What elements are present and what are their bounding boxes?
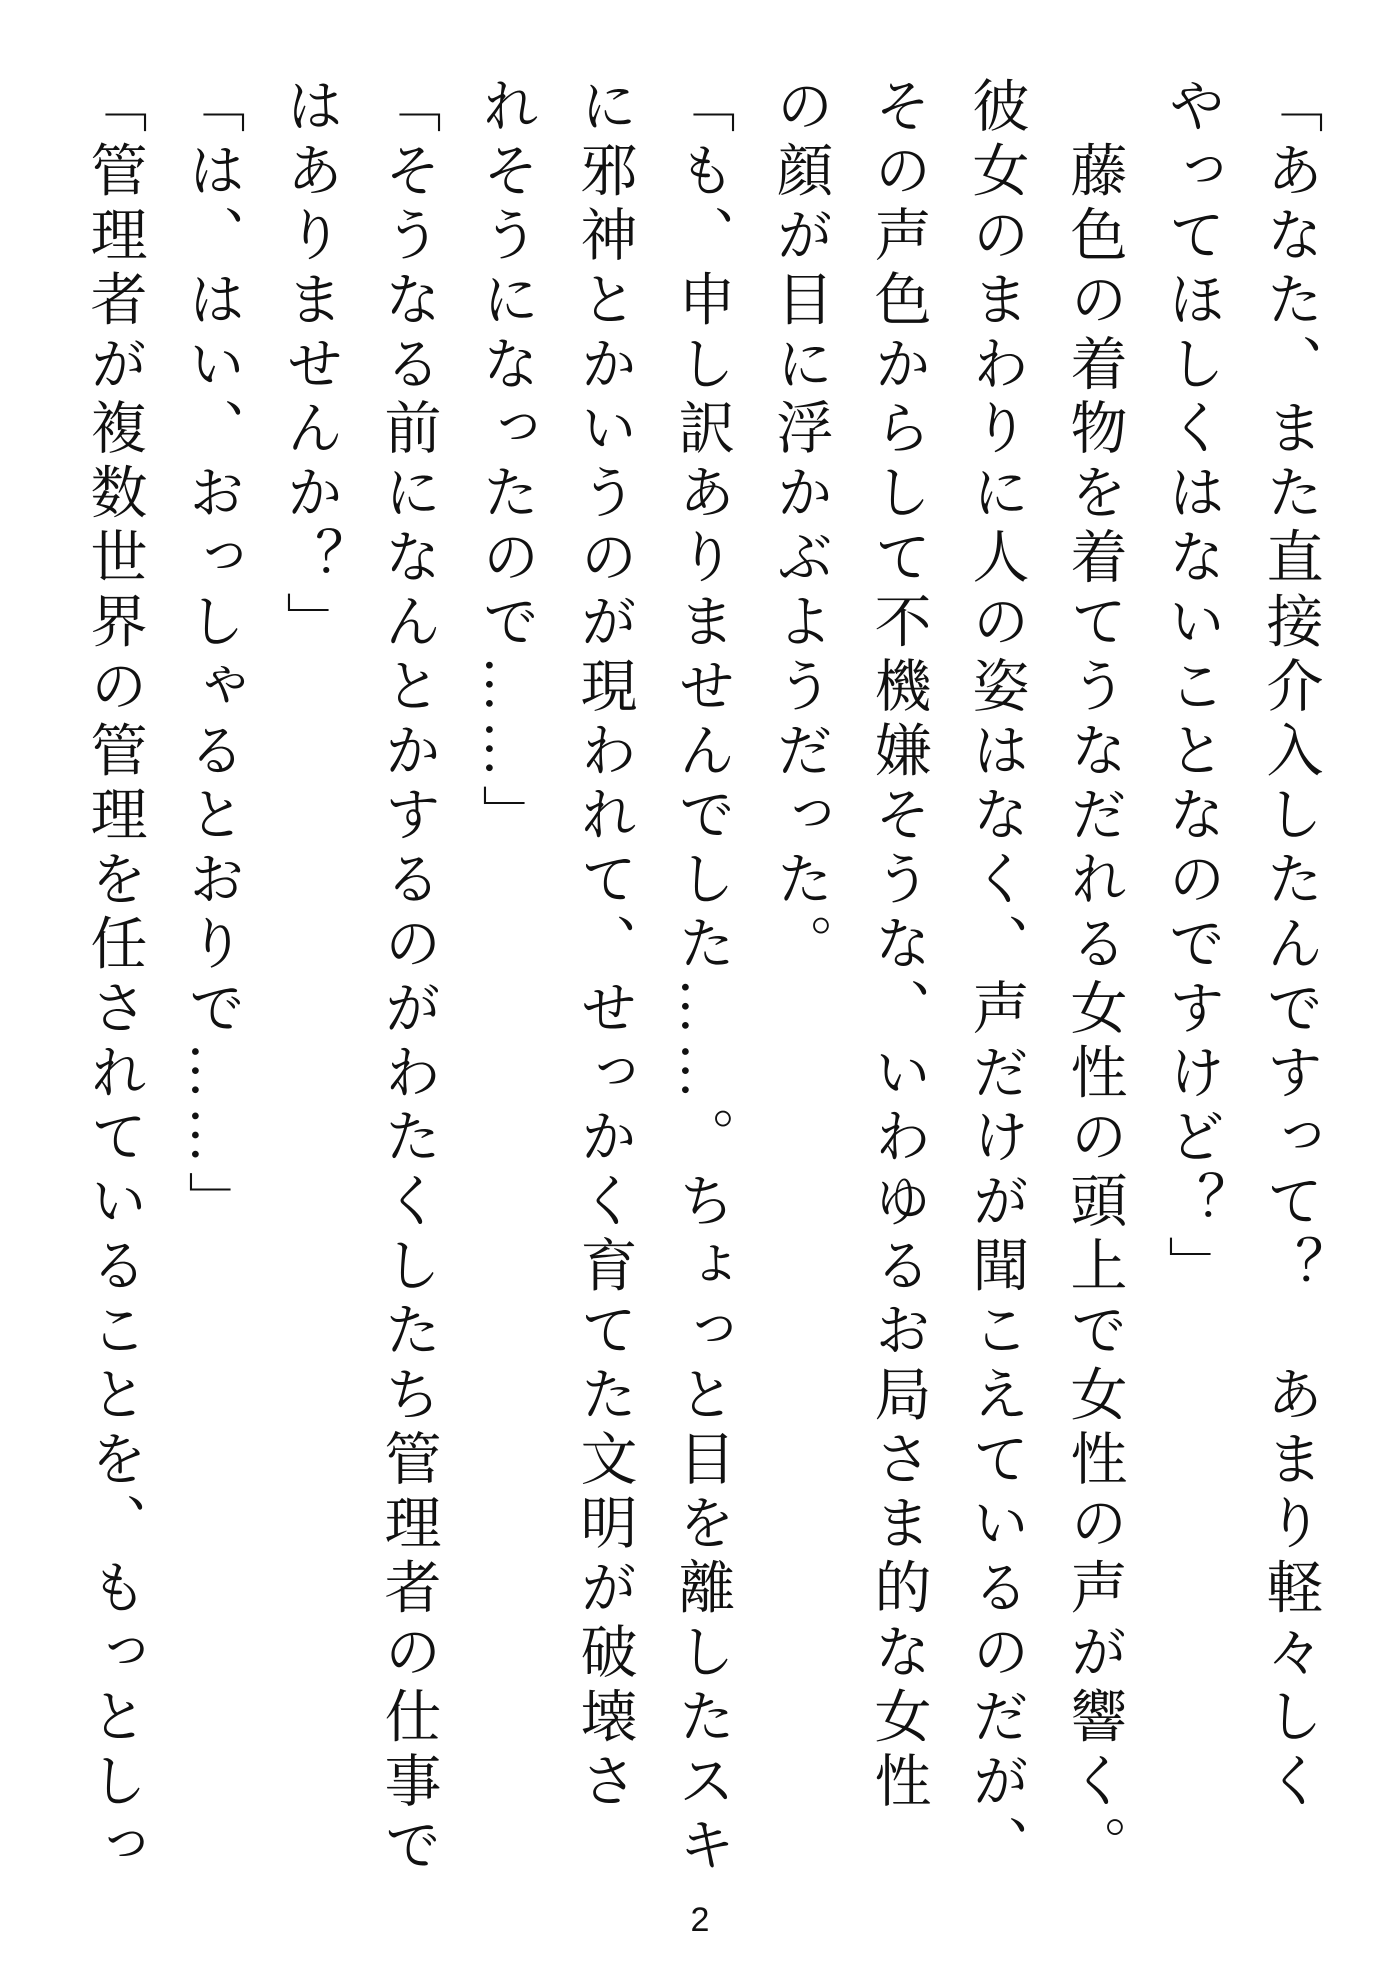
- text-column: 藤色の着物を着てうなだれる女性の頭上で女性の声が響く。: [1062, 76, 1125, 1880]
- text-column: はありませんか？」: [278, 76, 341, 656]
- page-number: 2: [690, 1901, 710, 1939]
- vertical-text-block: [64, 76, 1338, 1880]
- text-column: 「も、申し訳ありませんでした……。ちょっと目を離したスキ: [670, 76, 733, 1880]
- text-column: 「あなた、また直接介入したんですって？ あまり軽々しく: [1258, 76, 1321, 1816]
- text-column: 「そうなる前になんとかするのがわたくしたち管理者の仕事で: [376, 76, 439, 1880]
- text-column: 「管理者が複数世界の管理を任されていることを、もっとしっ: [82, 76, 145, 1880]
- text-column: 彼女のまわりに人の姿はなく、声だけが聞こえているのだが、: [964, 76, 1027, 1880]
- text-column: の顔が目に浮かぶようだった。: [768, 76, 831, 978]
- text-column: れそうになったので……」: [474, 76, 537, 849]
- text-column: に邪神とかいうのが現われて、せっかく育てた文明が破壊さ: [572, 76, 635, 1816]
- text-column: 「は、はい、おっしゃるとおりで……」: [180, 76, 243, 1236]
- text-column: その声色からして不機嫌そうな、いわゆるお局さま的な女性: [866, 76, 929, 1816]
- text-column: やってほしくはないことなのですけど？」: [1160, 76, 1223, 1300]
